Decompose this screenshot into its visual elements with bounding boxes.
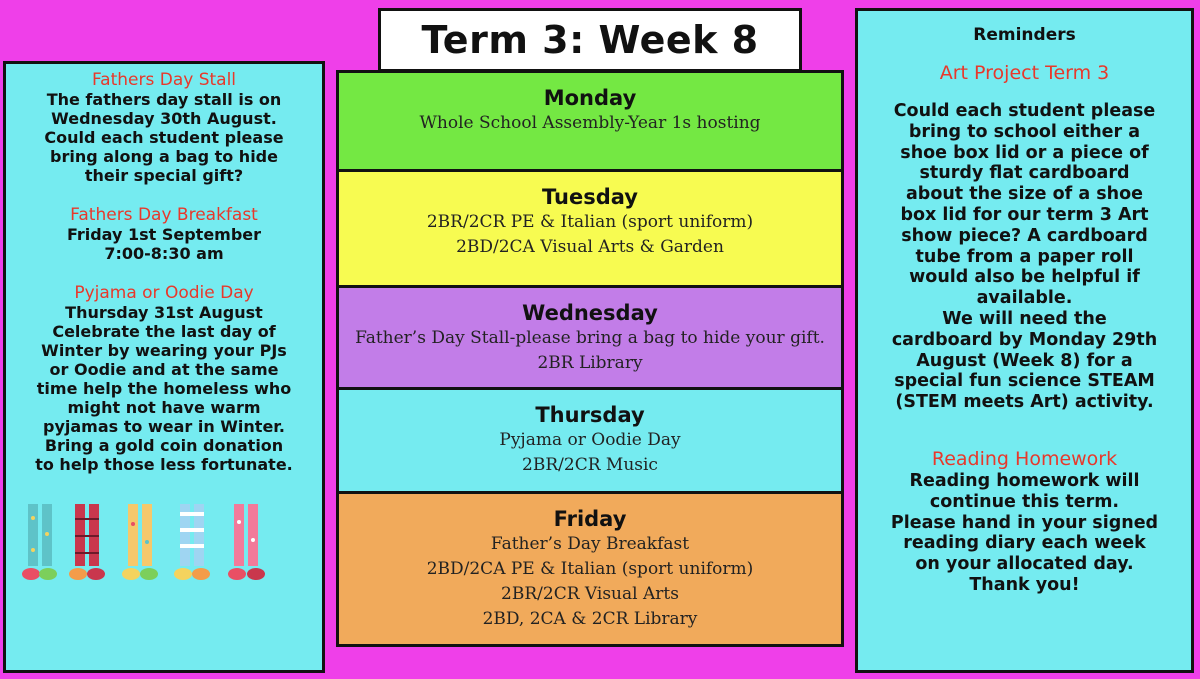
section-text: their special gift?	[84, 166, 244, 185]
day-activity: 2BR/2CR Music	[522, 455, 658, 475]
page-title-box	[378, 8, 802, 72]
art-project-text: show piece? A cardboard	[901, 225, 1148, 246]
art-project-text: shoe box lid or a piece of	[900, 142, 1149, 163]
art-project-text: bring to school either a	[908, 121, 1141, 142]
section-text: Winter by wearing your PJs	[41, 341, 287, 360]
day-activity: Whole School Assembly-Year 1s hosting	[419, 113, 761, 133]
art-project-text: cardboard by Monday 29th	[891, 329, 1158, 350]
section-text: Could each student please	[44, 128, 284, 147]
section-text: pyjamas to wear in Winter.	[43, 417, 285, 436]
section-text: Friday 1st September	[66, 225, 262, 244]
section-text: to help those less fortunate.	[35, 455, 293, 474]
section-text: or Oodie and at the same	[49, 360, 279, 379]
reading-homework-text: reading diary each week	[903, 533, 1146, 554]
art-project-heading: Art Project Term 3	[939, 62, 1110, 84]
day-name: Thursday	[535, 403, 645, 427]
day-activity: 2BR/2CR PE & Italian (sport uniform)	[426, 212, 754, 232]
day-friday	[339, 494, 841, 644]
section-text: bring along a bag to hide	[50, 147, 278, 166]
section-text: The fathers day stall is on	[46, 90, 282, 109]
pyjama-leg-icon	[69, 504, 105, 580]
reminders-title: Reminders	[973, 25, 1076, 45]
section-heading: Pyjama or Oodie Day	[74, 283, 254, 303]
art-project-text: box lid for our term 3 Art	[900, 204, 1149, 225]
day-name: Tuesday	[542, 185, 638, 209]
day-activity: Pyjama or Oodie Day	[499, 430, 681, 450]
pyjama-leg-icon	[174, 504, 210, 580]
reading-homework-text: Please hand in your signed	[890, 512, 1159, 533]
section-text: Celebrate the last day of	[52, 322, 276, 341]
day-thursday	[339, 390, 841, 494]
week-schedule	[336, 70, 844, 647]
pyjama-leg-icon	[228, 504, 265, 580]
art-project-text: sturdy flat cardboard	[919, 163, 1130, 184]
pyjama-leg-icon	[22, 504, 57, 580]
art-project-text: would also be helpful if	[909, 267, 1140, 288]
art-project-text: We will need the	[942, 308, 1107, 329]
reading-homework-text: on your allocated day.	[915, 554, 1134, 575]
art-project-text: Could each student please	[893, 101, 1156, 121]
section-text: 7:00-8:30 am	[104, 244, 224, 263]
pyjama-legs-illustration	[20, 504, 310, 588]
reading-homework-text: Thank you!	[969, 574, 1080, 595]
reminders-panel	[855, 8, 1194, 673]
day-name: Wednesday	[522, 301, 658, 325]
day-name: Monday	[543, 86, 637, 110]
art-project-text: August (Week 8) for a	[916, 350, 1133, 371]
section-heading: Fathers Day Stall	[91, 70, 237, 90]
art-project-text: about the size of a shoe	[905, 184, 1144, 205]
section-heading: Fathers Day Breakfast	[70, 205, 258, 225]
reading-homework-text: Reading homework will	[909, 470, 1140, 491]
day-monday	[339, 73, 841, 172]
reading-homework-heading: Reading Homework	[931, 447, 1118, 470]
section-text: might not have warm	[67, 398, 261, 417]
day-activity: 2BD, 2CA & 2CR Library	[482, 609, 698, 629]
day-activity: 2BD/2CA PE & Italian (sport uniform)	[426, 559, 754, 579]
page-title: Term 3: Week 8	[421, 18, 759, 62]
events-panel	[3, 61, 325, 673]
art-project-text: available.	[976, 288, 1073, 309]
pyjama-leg-icon	[122, 504, 158, 580]
section-text: time help the homeless who	[36, 379, 292, 398]
art-project-text: special fun science STEAM	[894, 371, 1155, 392]
section-text: Bring a gold coin donation	[44, 436, 284, 455]
art-project-text: tube from a paper roll	[915, 246, 1134, 267]
day-name: Friday	[553, 507, 627, 531]
reading-homework-text: continue this term.	[929, 491, 1120, 512]
day-tuesday	[339, 172, 841, 288]
section-text: Thursday 31st August	[65, 303, 263, 322]
section-text: Wednesday 30th August.	[51, 109, 277, 128]
day-activity: Father’s Day Stall-please bring a bag to hide your gift.	[355, 328, 825, 348]
art-project-text: (STEM meets Art) activity.	[895, 392, 1154, 413]
day-activity: 2BR/2CR Visual Arts	[501, 584, 679, 604]
day-wednesday	[339, 288, 841, 390]
day-activity: 2BR Library	[537, 353, 643, 373]
day-activity: 2BD/2CA Visual Arts & Garden	[456, 237, 724, 257]
day-activity: Father’s Day Breakfast	[490, 534, 690, 554]
